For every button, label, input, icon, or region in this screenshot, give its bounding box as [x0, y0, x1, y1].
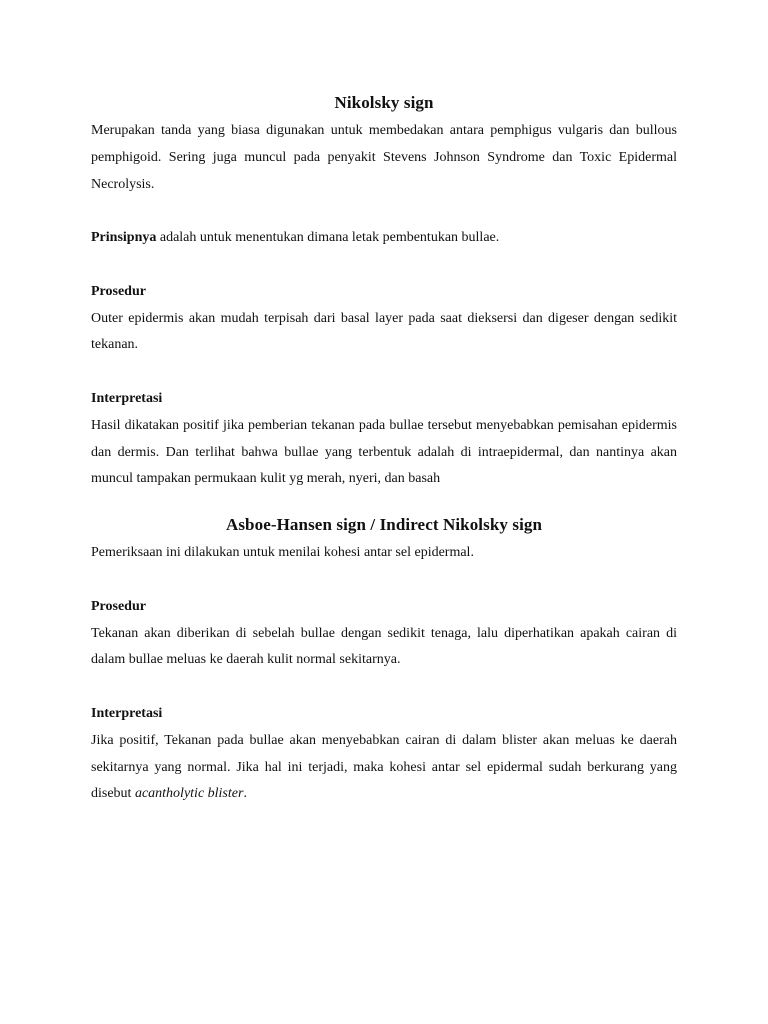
nikolsky-principle-paragraph — [91, 225, 677, 252]
principle-label: Prinsipnya — [91, 230, 157, 246]
nikolsky-procedure-paragraph: Outer epidermis akan mudah terpisah dari basal layer pada saat dieksersi dan digeser dengan sedikit tekanan. — [91, 310, 677, 353]
spacer — [91, 198, 677, 225]
asboe-procedure-paragraph: Tekanan akan diberikan di sebelah bullae dengan sedikit tenaga, lalu diperhatikan apakah cairan di dalam bullae meluas ke daerah kulit normal sekitarnya. — [91, 625, 677, 668]
principle-text: adalah untuk menentukan dimana letak pembentukan bullae. — [156, 230, 500, 246]
nikolsky-interpretation-paragraph: Hasil dikatakan positif jika pemberian tekanan pada bullae tersebut menyebabkan pemisahan epidermis dan dermis. Dan terlihat bahwa bullae yang terbentuk adalah di intraepidermal, dan nantinya akan muncul tampakan permukaan kulit yg merah, nyeri, dan basah — [91, 417, 677, 487]
asboe-interpretation-heading: Interpretasi — [91, 705, 163, 721]
acantholytic-blister-term: acantholytic blister — [134, 786, 244, 802]
asboe-intro-paragraph: Pemeriksaan ini dilakukan untuk menilai kohesi antar sel epidermal. — [91, 545, 474, 561]
spacer — [91, 252, 677, 279]
document-page — [91, 88, 677, 808]
asboe-interpretation-end: . — [243, 786, 247, 802]
spacer — [91, 359, 677, 386]
section-title-asboe-hansen: Asboe-Hansen sign / Indirect Nikolsky sign — [225, 515, 543, 535]
nikolsky-interpretation-heading: Interpretasi — [91, 390, 163, 406]
section-title-nikolsky: Nikolsky sign — [334, 93, 434, 112]
nikolsky-procedure-heading: Prosedur — [91, 283, 146, 299]
spacer — [91, 674, 677, 701]
asboe-procedure-heading: Prosedur — [91, 598, 146, 614]
asboe-interpretation-paragraph — [91, 728, 677, 808]
spacer — [91, 493, 677, 510]
spacer — [91, 567, 677, 594]
nikolsky-intro-paragraph: Merupakan tanda yang biasa digunakan untuk membedakan antara pemphigus vulgaris dan bullous pemphigoid. Sering juga muncul pada penyakit Stevens Johnson Syndrome dan Toxic Epidermal Necrolysis. — [91, 123, 677, 192]
asboe-interpretation-text: Jika positif, Tekanan pada bullae akan menyebabkan cairan di dalam blister akan meluas ke daerah sekitarnya yang normal. Jika hal ini terjadi, maka kohesi antar sel epidermal sudah berkurang yang disebut — [91, 732, 677, 802]
